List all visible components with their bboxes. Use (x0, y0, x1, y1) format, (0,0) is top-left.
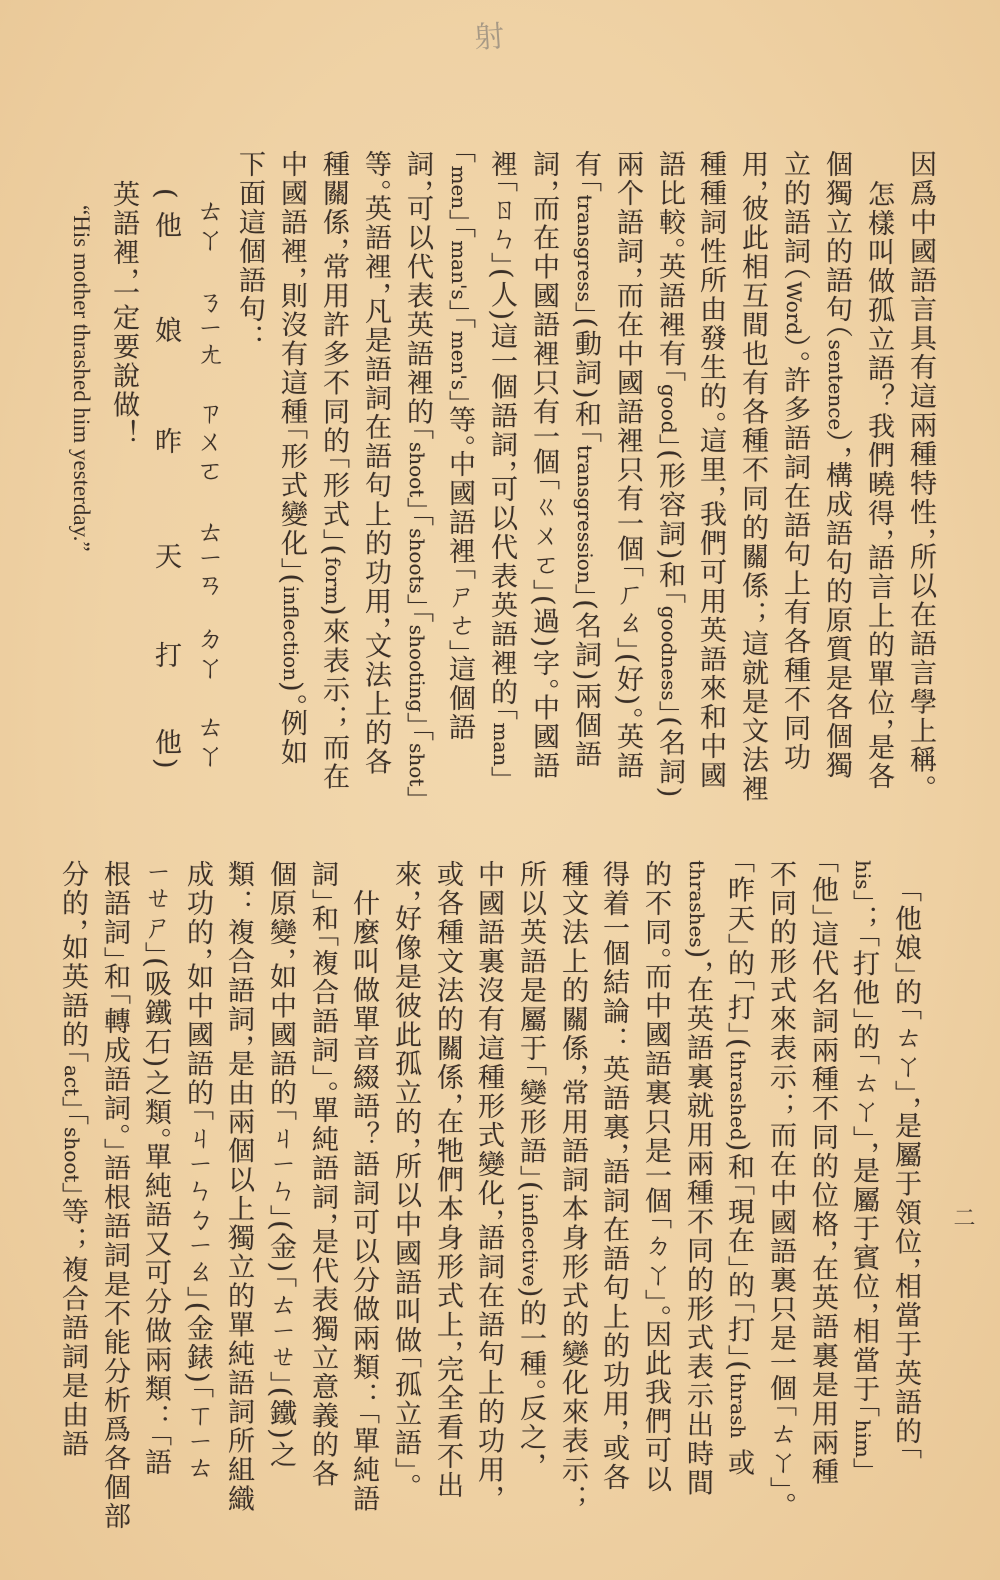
text-column: 因爲中國語言具有這兩種特性，所以在語言學上稱。 (905, 150, 936, 790)
latin-term: inflective (518, 1193, 542, 1287)
text-column: 個原變，如中國語的「ㄐㄧㄣ」(金)「ㄊㄧㄝ」(鐵)之 (265, 860, 296, 1470)
text-column: 種文法上的關係，常用語詞本身形式的變化來表示； (557, 860, 588, 1514)
text-column: 詞」和「複合語詞」。單純語詞，是代表獨立意義的各 (307, 860, 338, 1489)
gloss-char: 他 (150, 211, 181, 240)
text-column: 分的，如英語的「act」「shoot」等；複合語詞是由語 (57, 860, 88, 1459)
text-column: 詞，可以代表英語裡的「shoot」「shoots」「shooting」「shot」 (402, 150, 433, 802)
text-column: 根語詞」和「轉成語詞。」語根語詞是不能分析爲各個部 (99, 860, 130, 1531)
text-column-paragraph-start: 「他娘」的「ㄊㄚ」，是屬于領位，相當于英語的「 (890, 889, 921, 1462)
text-column: 有「transgress」(動詞)和「transgression」(名詞)兩個語 (570, 150, 601, 770)
text-column: 或各種文法的關係，在牠們本身形式上，完全看不出 (432, 860, 463, 1500)
text-column: 兩个語詞，而在中國語裡只有一個「ㄏㄠ」(好)。英語 (612, 150, 643, 781)
latin-term: him (851, 1419, 875, 1458)
text-column: thrashes)，在英語裏就用兩種不同的形式表示出時間 (682, 860, 713, 1498)
zhuyin-syllable: ㄊㄚ (192, 712, 223, 770)
latin-term: act (60, 1065, 84, 1097)
latin-term: men (447, 165, 471, 210)
text-column: 成功的，如中國語的「ㄐㄧㄣㄅㄧㄠ」(金錶)「ㄒㄧㄊ (182, 860, 213, 1482)
text-column: 中國語裡，則沒有這種「形式變化」(inflection)。例如 (276, 150, 307, 768)
text-column: 「men」「man's」「men's」等。中國語裡「ㄕㄜ」這個語 (444, 150, 475, 743)
zhuyin-syllable: ㄉㄚ (192, 624, 223, 682)
text-column: 「他」這代名詞兩種不同的位格，在英語裏是用兩種 (807, 860, 838, 1487)
latin-term: inflection (279, 586, 303, 682)
gloss-char: 打 (150, 641, 181, 670)
latin-term: transgression (573, 444, 597, 584)
text-column: 得着一個結論：英語裏，語詞在語句上的功用，或各 (598, 860, 629, 1493)
latin-term: shoot (405, 442, 429, 498)
latin-term: thrashes (685, 860, 709, 948)
latin-term: thrash (726, 1372, 750, 1439)
english-example-sentence: “His mother thrashed him yesterday.” (69, 205, 94, 552)
text-column: 個獨立的語句（sentence），構成語句的原質是各個獨 (821, 150, 852, 781)
latin-term: shoots (405, 528, 429, 594)
text-column: 所以英語是屬于「變形語」(inflective)的一種。反之， (515, 860, 546, 1468)
latin-term: goodness (657, 605, 681, 701)
gloss-char: 他 (150, 728, 181, 757)
text-column: 用，彼此相互間也有各種不同的關係；這就是文法裡 (737, 150, 768, 804)
text-column: 的不同。而中國語裏只是一個「ㄉㄚ」。因此我們可以 (640, 860, 671, 1495)
text-column: ㄧㄝㄕ」(吸鐵石)之類。單純語又可分做兩類：「語 (140, 860, 171, 1478)
latin-term: man's (447, 240, 471, 300)
text-column: 詞，而在中國語裡只有一個「ㄍㄨㄛ」(過)字。中國語 (528, 150, 559, 781)
latin-term: shot (405, 743, 429, 787)
latin-term: good (657, 384, 681, 434)
text-column-paragraph-start: 怎樣叫做孤立語？我們曉得，語言上的單位，是各 (863, 180, 894, 791)
latin-term: shooting (405, 624, 429, 713)
text-column: 來，好像是彼此孤立的，所以中國語叫做「孤立語」。 (390, 860, 421, 1489)
text-column: 種關係，常用許多不同的「形式」(form)來表示；而在 (318, 150, 349, 792)
latin-term: man (489, 722, 513, 767)
latin-term: Word (782, 281, 806, 336)
english-intro-line: 英語裡，一定要說做！ (108, 180, 139, 449)
text-column: 立的語詞（Word）。許多語詞在語句上有各種不同功 (779, 150, 810, 773)
zhuyin-syllable: ㄋㄧㄤ (192, 287, 223, 369)
text-column: 等。英語裡，凡是語詞在語句上的功用，文法上的各 (360, 150, 391, 777)
latin-term: men's (447, 330, 471, 391)
latin-term: his (851, 860, 875, 890)
handwritten-pencil-note: 射 (473, 18, 506, 56)
latin-term: shoot (60, 1127, 84, 1183)
text-column: 裡「ㄖㄣ」(人)這一個語詞，可以代表英語裡的「man」 (486, 150, 517, 782)
zhuyin-syllable: ㄊㄚ (192, 196, 223, 254)
gloss-char: 昨 (150, 427, 181, 456)
gloss-close-paren: ) (150, 758, 181, 771)
text-column: 下面這個語句： (234, 150, 265, 353)
gloss-char: 天 (150, 542, 181, 571)
zhuyin-syllable: ㄗㄨㄛ (192, 398, 223, 485)
text-column-paragraph-start: 什麼叫做單音綴語？語詞可以分做兩類：「單純語 (348, 889, 379, 1514)
text-column: 「昨天」的「打」(thrashed)和「現在」的「打」(thrash 或 (723, 860, 754, 1478)
latin-term: sentence (824, 339, 848, 431)
text-column: 種種詞性所由發生的。這里，我們可用英語來和中國 (695, 150, 726, 790)
text-column: 語比較。英語裡有「good」(形容詞)和「goodness」(名詞) (654, 150, 685, 800)
zhuyin-syllable: ㄊㄧㄢ (192, 517, 223, 599)
text-column: 不同的形式來表示；而在中國語裏只是一個「ㄊㄚ」。 (765, 860, 796, 1508)
gloss-open-paren: ( (150, 188, 181, 201)
latin-term: form (321, 557, 345, 606)
text-column: his」；「打他」的「ㄊㄚ」，是屬于賓位，相當于「him」 (848, 860, 879, 1474)
latin-term: transgress (573, 194, 597, 302)
latin-term: thrashed (726, 1050, 750, 1141)
text-column: 中國語裏沒有這種形式變化，語詞在語句上的功用， (473, 860, 504, 1500)
text-column: 類：複合語詞，是由兩個以上獨立的單純語詞所組織 (223, 860, 254, 1514)
gloss-char: 娘 (150, 316, 181, 345)
page-number: 二 (950, 1206, 975, 1228)
